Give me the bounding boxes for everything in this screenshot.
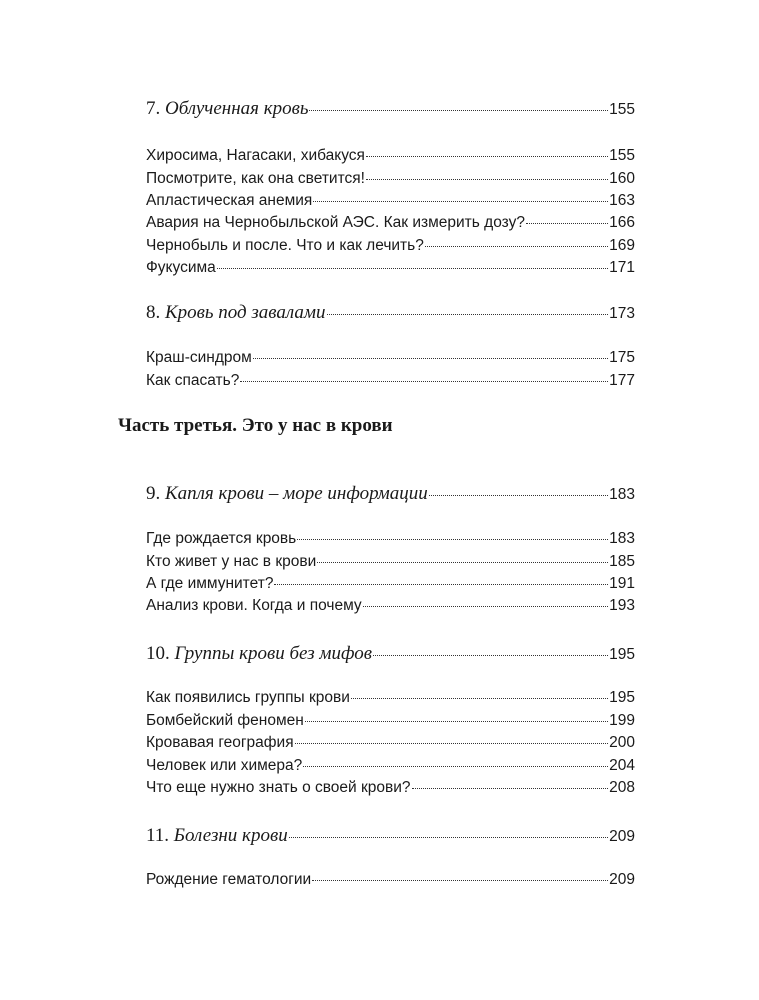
toc-entry[interactable]	[146, 757, 635, 775]
page-number: 160	[609, 170, 635, 187]
chapter-title: 7. Облученная кровь	[146, 98, 309, 119]
entry-title: Фукусима	[146, 259, 216, 276]
page-number: 209	[609, 871, 635, 888]
entry-title: Краш-синдром	[146, 349, 252, 366]
dot-leader	[217, 268, 608, 269]
entry-title: Чернобыль и после. Что и как лечить?	[146, 237, 424, 254]
toc-entry[interactable]	[146, 192, 635, 210]
page-number: 183	[609, 486, 635, 503]
toc-chapter-10[interactable]	[146, 643, 635, 665]
dot-leader	[253, 358, 608, 359]
toc-entry[interactable]	[146, 259, 635, 277]
toc-entry[interactable]	[146, 214, 635, 232]
page-number: 166	[609, 214, 635, 231]
page-number: 177	[609, 372, 635, 389]
entry-title: Авария на Чернобыльской АЭС. Как измерить дозу?	[146, 214, 525, 231]
dot-leader	[373, 655, 608, 656]
chapter-title: 8. Кровь под завалами	[146, 302, 326, 323]
dot-leader	[366, 179, 608, 180]
page-number: 185	[609, 553, 635, 570]
chapter-title: 11. Болезни крови	[146, 825, 288, 846]
page-number: 204	[609, 757, 635, 774]
entry-title: Что еще нужно знать о своей крови?	[146, 779, 411, 796]
entry-title: Рождение гематологии	[146, 871, 312, 888]
entry-title: Кровавая география	[146, 734, 294, 751]
part-heading: Часть третья. Это у нас в крови	[118, 415, 393, 436]
toc-entry[interactable]	[146, 712, 635, 730]
entry-title: Хиросима, Нагасаки, хибакуся	[146, 147, 365, 164]
page-number: 169	[609, 237, 635, 254]
dot-leader	[351, 698, 608, 699]
toc-chapter-7[interactable]	[146, 98, 635, 120]
toc-entry[interactable]	[146, 597, 635, 615]
dot-leader	[297, 539, 608, 540]
page-number: 195	[609, 646, 635, 663]
page-number: 191	[609, 575, 635, 592]
dot-leader	[526, 223, 608, 224]
dot-leader	[366, 156, 608, 157]
dot-leader	[313, 201, 608, 202]
chapter-title: 9. Капля крови – море информации	[146, 483, 428, 504]
chapter-title: 10. Группы крови без мифов	[146, 643, 372, 664]
toc-chapter-11[interactable]	[146, 825, 635, 847]
toc-entry[interactable]	[146, 779, 635, 797]
dot-leader	[303, 766, 608, 767]
toc-entry[interactable]	[146, 349, 635, 367]
entry-title: Посмотрите, как она светится!	[146, 170, 365, 187]
dot-leader	[412, 788, 609, 789]
toc-chapter-9[interactable]	[146, 483, 635, 505]
dot-leader	[312, 880, 608, 881]
entry-title: Апластическая анемия	[146, 192, 313, 209]
dot-leader	[289, 837, 608, 838]
entry-title: Как появились группы крови	[146, 689, 350, 706]
toc-entry[interactable]	[146, 734, 635, 752]
entry-title: Бомбейский феномен	[146, 712, 304, 729]
page-number: 155	[609, 147, 635, 164]
toc-entry[interactable]	[146, 575, 635, 593]
dot-leader	[274, 584, 608, 585]
entry-title: Человек или химера?	[146, 757, 303, 774]
entry-title: Кто живет у нас в крови	[146, 553, 317, 570]
page-number: 183	[609, 530, 635, 547]
entry-title: Как спасать?	[146, 372, 240, 389]
page-number: 200	[609, 734, 635, 751]
dot-leader	[240, 381, 608, 382]
entry-title: Анализ крови. Когда и почему	[146, 597, 362, 614]
page-number: 155	[609, 101, 635, 118]
page-number: 163	[609, 192, 635, 209]
toc-entry[interactable]	[146, 147, 635, 165]
dot-leader	[305, 721, 608, 722]
toc-entry[interactable]	[146, 871, 635, 889]
toc-entry[interactable]	[146, 530, 635, 548]
page-number: 209	[609, 828, 635, 845]
dot-leader	[425, 246, 608, 247]
page-number: 171	[609, 259, 635, 276]
toc-entry[interactable]	[146, 689, 635, 707]
page-number: 208	[609, 779, 635, 796]
entry-title: А где иммунитет?	[146, 575, 274, 592]
dot-leader	[309, 110, 608, 111]
toc-entry[interactable]	[146, 237, 635, 255]
page-number: 193	[609, 597, 635, 614]
dot-leader	[295, 743, 609, 744]
page-number: 173	[609, 305, 635, 322]
toc-entry[interactable]	[146, 553, 635, 571]
dot-leader	[317, 562, 608, 563]
page-number: 195	[609, 689, 635, 706]
toc-entry[interactable]	[146, 170, 635, 188]
dot-leader	[363, 606, 608, 607]
page-number: 175	[609, 349, 635, 366]
toc-chapter-8[interactable]	[146, 302, 635, 324]
entry-title: Где рождается кровь	[146, 530, 297, 547]
toc-entry[interactable]	[146, 372, 635, 390]
page-number: 199	[609, 712, 635, 729]
dot-leader	[327, 314, 609, 315]
dot-leader	[429, 495, 608, 496]
